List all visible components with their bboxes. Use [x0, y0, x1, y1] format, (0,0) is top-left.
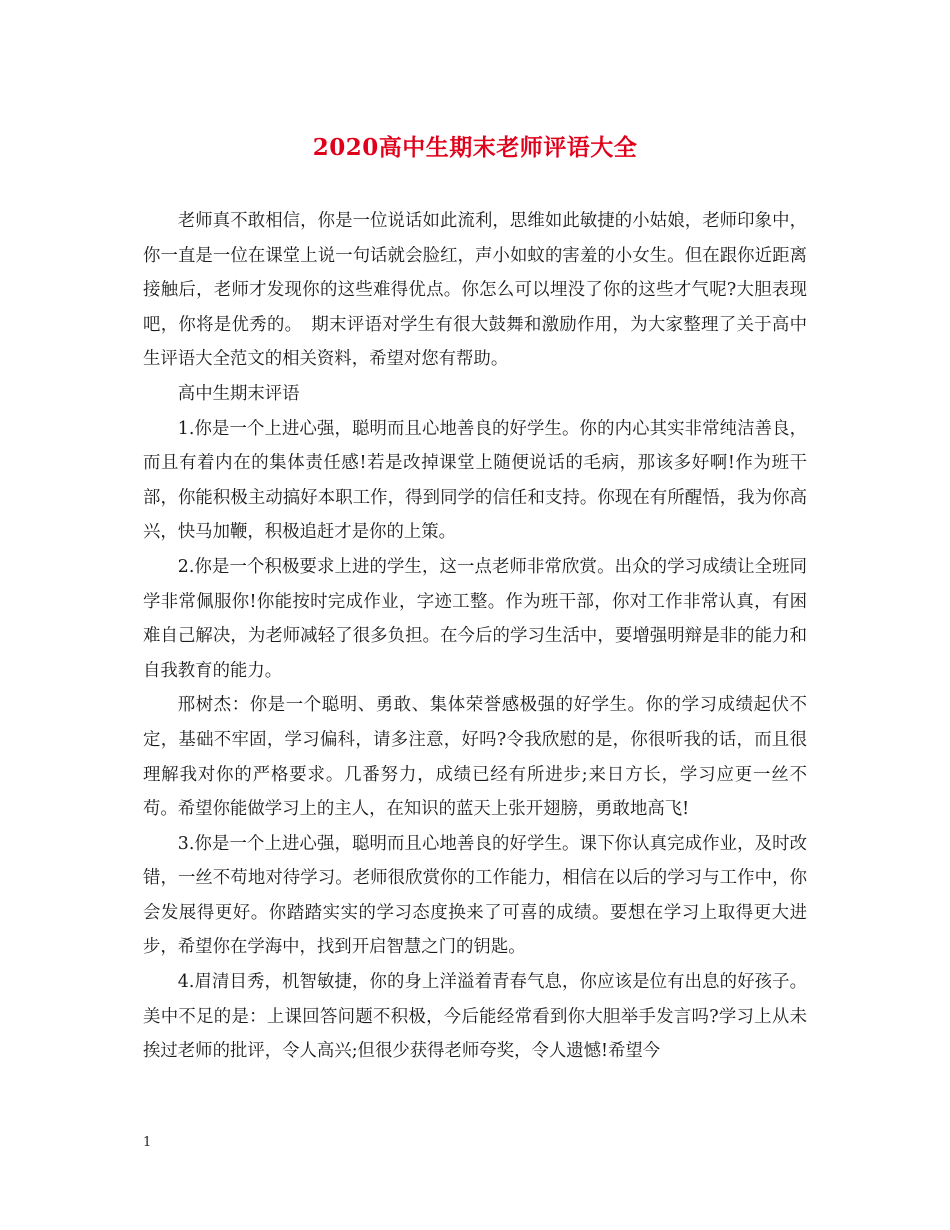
paragraph-comment-4: 4.眉清目秀，机智敏捷，你的身上洋溢着青春气息，你应该是位有出息的好孩子。美中不足的是：上课回答问题不积极，今后能经常看到你大胆举手发言吗?学习上从未挨过老师的批评，令人高兴;但很少获得老师夸奖，令人遗憾!希望今	[143, 972, 807, 1062]
paragraph-comment-1: 1.你是一个上进心强，聪明而且心地善良的好学生。你的内心其实非常纯洁善良，而且有着内在的集体责任感!若是改掉课堂上随便说话的毛病，那该多好啊!作为班干部，你能积极主动搞好本职工作，得到同学的信任和支持。你现在有所醒悟，我为你高兴，快马加鞭，积极追赶才是你的上策。	[143, 418, 807, 543]
page-number: 1	[143, 1135, 152, 1150]
paragraph-intro: 老师真不敢相信，你是一位说话如此流利，思维如此敏捷的小姑娘，老师印象中，你一直是一位在课堂上说一句话就会脸红，声小如蚊的害羞的小女生。但在跟你近距离接触后，老师才发现你的这些难得优点。你怎么可以埋没了你的这些才气呢?大胆表现吧，你将是优秀的。 期末评语对学生有很大鼓舞和激励作用，为大家整理了关于高中生评语大全范文的相关资料，希望对您有帮助。	[143, 211, 807, 370]
paragraph-comment-2: 2.你是一个积极要求上进的学生，这一点老师非常欣赏。出众的学习成绩让全班同学非常佩服你!你能按时完成作业，字迹工整。作为班干部，你对工作非常认真，有困难自己解决，为老师减轻了很多负担。在今后的学习生活中，要增强明辩是非的能力和自我教育的能力。	[143, 556, 807, 681]
paragraph-comment-3: 3.你是一个上进心强，聪明而且心地善良的好学生。课下你认真完成作业，及时改错，一丝不苟地对待学习。老师很欣赏你的工作能力，相信在以后的学习与工作中，你会发展得更好。你踏踏实实的学习态度换来了可喜的成绩。要想在学习上取得更大进步，希望你在学海中，找到开启智慧之门的钥匙。	[143, 833, 807, 958]
document-title: 2020高中生期末老师评语大全	[312, 134, 638, 161]
paragraph-comment-named: 邢树杰：你是一个聪明、勇敢、集体荣誉感极强的好学生。你的学习成绩起伏不定，基础不牢固，学习偏科，请多注意，好吗?令我欣慰的是，你很听我的话，而且很理解我对你的严格要求。几番努力，成绩已经有所进步;来日方长，学习应更一丝不苟。希望你能做学习上的主人，在知识的蓝天上张开翅膀，勇敢地高飞!	[143, 695, 807, 820]
section-heading: 高中生期末评语	[177, 383, 300, 404]
document-body	[143, 204, 807, 1069]
